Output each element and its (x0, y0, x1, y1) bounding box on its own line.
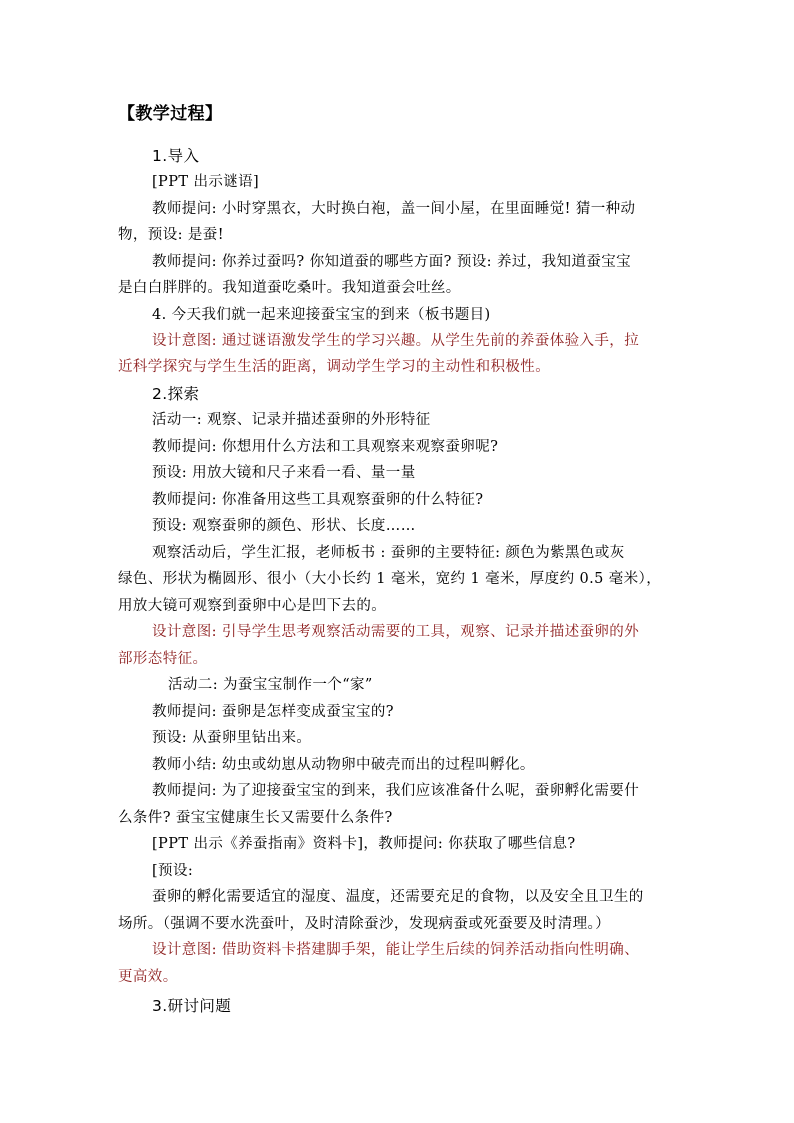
section-title-intro: 1.导入 (152, 147, 200, 165)
paragraph-line: 活动一: 观察、记录并描述蚕卵的外形特征 (152, 412, 431, 428)
section-title-discussion: 3.研讨问题 (152, 997, 232, 1015)
design-intent-line: 更高效。 (118, 969, 178, 985)
paragraph-line: 场所。（强调不要水洗蚕叶，及时清除蚕沙，发现病蚕或死蚕要及时清理。） (118, 916, 611, 932)
paragraph-line: 教师提问: 你准备用这些工具观察蚕卵的什么特征? (152, 492, 484, 508)
section-title-explore: 2.探索 (152, 385, 200, 403)
paragraph-line: 么条件? 蚕宝宝健康生长又需要什么条件? (118, 810, 393, 826)
paragraph-line: 教师提问: 小时穿黑衣，大时换白袍，盖一间小屋，在里面睡觉! 猜一种动 (152, 201, 636, 217)
design-intent-line: 近科学探究与学生生活的距离，调动学生学习的主动性和积极性。 (118, 359, 551, 375)
design-intent-line: 部形态特征。 (118, 651, 208, 667)
paragraph-line: [预设: (152, 863, 194, 879)
paragraph-line: 活动二: 为蚕宝宝制作一个“家” (168, 677, 373, 693)
section-heading: 【教学过程】 (118, 104, 223, 124)
paragraph-line: 教师小结: 幼虫或幼崽从动物卵中破壳而出的过程叫孵化。 (152, 757, 535, 773)
paragraph-line: 绿色、形状为椭圆形、很小（大小长约 1 毫米，宽约 1 毫米，厚度约 0.5 毫米）， (118, 571, 662, 587)
design-intent-line: 设计意图: 通过谜语激发学生的学习兴趣。从学生先前的养蚕体验入手，拉 (152, 333, 640, 349)
paragraph-line: 蚕卵的孵化需要适宜的湿度、温度，还需要充足的食物，以及安全且卫生的 (152, 889, 644, 905)
paragraph-line: 教师提问: 蚕卵是怎样变成蚕宝宝的? (152, 704, 394, 720)
paragraph-line: 预设: 观察蚕卵的颜色、形状、长度…… (152, 518, 416, 534)
paragraph-line: 预设: 用放大镜和尺子来看一看、量一量 (152, 465, 416, 481)
paragraph-line: [PPT 出示谜语] (152, 174, 260, 190)
paragraph-line: 是白白胖胖的。我知道蚕吃桑叶。我知道蚕会吐丝。 (118, 280, 461, 296)
paragraph-line: 观察活动后，学生汇报，老师板书 : 蚕卵的主要特征: 颜色为紫黑色或灰 (152, 545, 625, 561)
design-intent-line: 设计意图: 借助资料卡搭建脚手架，能让学生后续的饲养活动指向性明确、 (152, 942, 640, 958)
paragraph-line: [PPT 出示《养蚕指南》资料卡]，教师提问: 你获取了哪些信息? (152, 836, 576, 852)
paragraph-line: 教师提问: 你养过蚕吗? 你知道蚕的哪些方面? 预设: 养过，我知道蚕宝宝 (152, 254, 632, 270)
paragraph-line: 4. 今天我们就一起来迎接蚕宝宝的到来（板书题目) (152, 307, 491, 323)
paragraph-line: 教师提问: 为了迎接蚕宝宝的到来，我们应该准备什么呢，蚕卵孵化需要什 (152, 783, 640, 799)
paragraph-line: 教师提问: 你想用什么方法和工具观察来观察蚕卵呢? (152, 439, 499, 455)
design-intent-line: 设计意图: 引导学生思考观察活动需要的工具，观察、记录并描述蚕卵的外 (152, 624, 640, 640)
paragraph-line: 物，预设: 是蚕! (118, 227, 224, 243)
paragraph-line: 预设: 从蚕卵里钻出来。 (152, 730, 312, 746)
paragraph-line: 用放大镜可观察到蚕卵中心是凹下去的。 (118, 598, 387, 614)
